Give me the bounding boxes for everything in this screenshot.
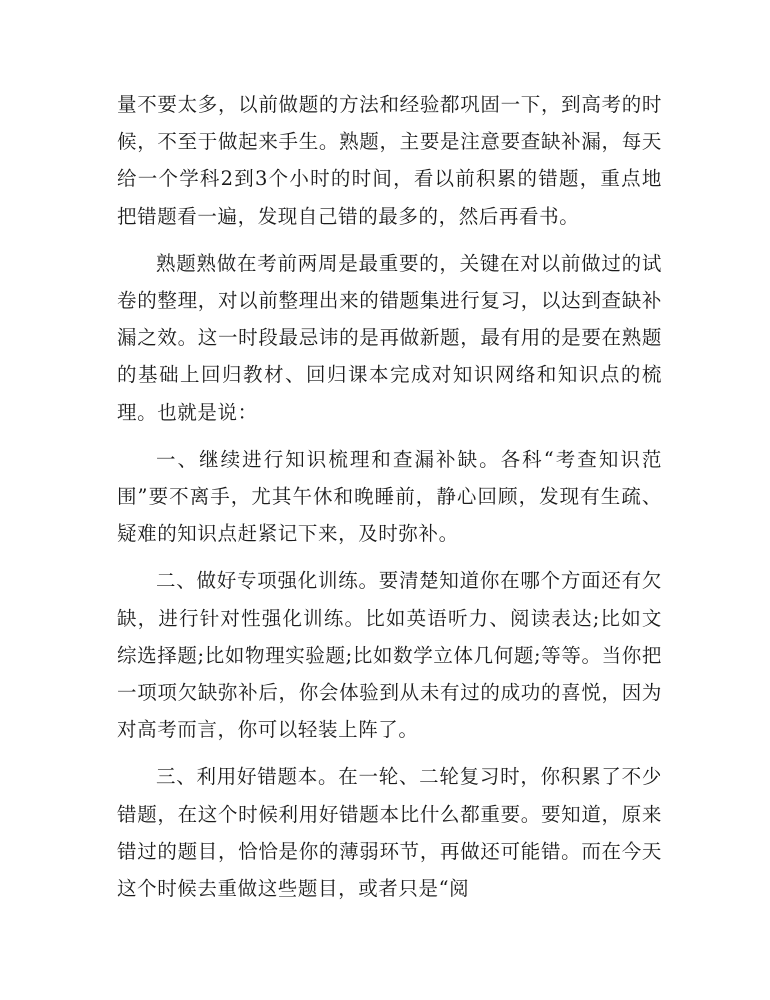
paragraph-review-strategy: 熟题熟做在考前两周是最重要的，关键在对以前做过的试卷的整理，对以前整理出来的错题集进行复习，以达到查缺补漏之效。这一时段最忌讳的是再做新题，最有用的是要在熟题的基础上回归教材、回归课本完成对知识网络和知识点的梳理。也就是说： [117,251,662,424]
document-body [117,86,662,917]
paragraph-continuation: 量不要太多，以前做题的方法和经验都巩固一下，到高考的时候，不至于做起来手生。熟题，主要是注意要查缺补漏，每天给一个学科2到3个小时的时间，看以前积累的错题，重点地把错题看一遍，发现自己错的最多的，然后再看书。 [117,93,662,228]
paragraph-point-three: 三、利用好错题本。在一轮、二轮复习时，你积累了不少错题，在这个时候利用好错题本比什么都重要。要知道，原来错过的题目，恰恰是你的薄弱环节，再做还可能错。而在今天这个时候去重做这些题目，或者只是“阅 [117,765,662,901]
paragraph-point-two: 二、做好专项强化训练。要清楚知道你在哪个方面还有欠缺，进行针对性强化训练。比如英语听力、阅读表达;比如文综选择题;比如物理实验题;比如数学立体几何题;等等。当你把一项项欠缺弥补后，你会体验到从未有过的成功的喜悦，因为对高考而言，你可以轻装上阵了。 [117,569,662,742]
paragraph-point-one: 一、继续进行知识梳理和查漏补缺。各科“考查知识范围”要不离手，尤其午休和晚睡前，静心回顾，发现有生疏、疑难的知识点赶紧记下来，及时弥补。 [117,447,662,546]
